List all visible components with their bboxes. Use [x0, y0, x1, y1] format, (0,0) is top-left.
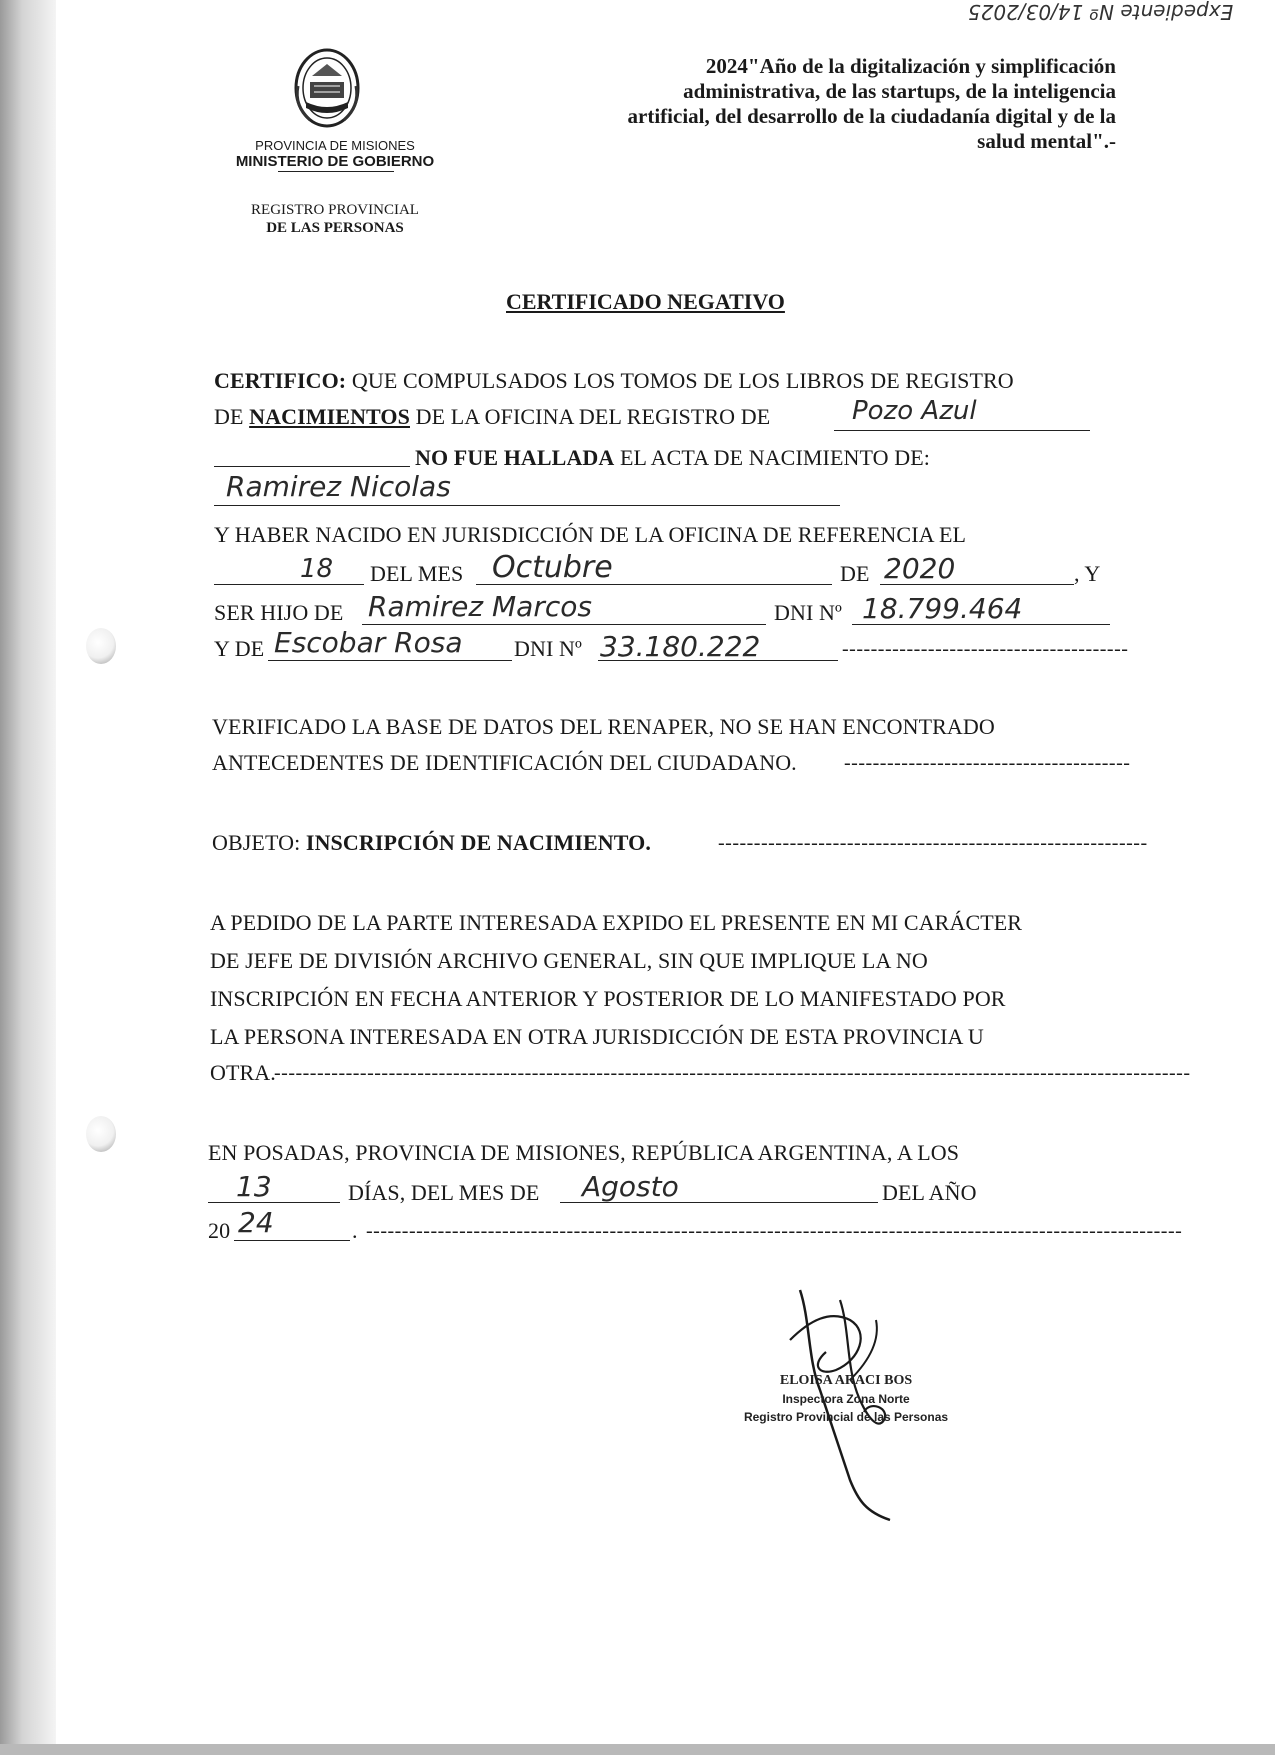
certifico-text-2-post: DE LA OFICINA DEL REGISTRO DE — [409, 404, 771, 429]
institution-line-1: PROVINCIA DE MISIONES — [255, 138, 415, 153]
birth-year-handwritten: 2020 — [884, 552, 956, 585]
registry-line-2: DE LAS PERSONAS — [266, 220, 404, 236]
not-found-text: EL ACTA DE NACIMIENTO DE: — [614, 445, 930, 470]
dash-fill: ------------------------------------------------------------ — [718, 832, 1148, 854]
birth-month-handwritten: Octubre — [492, 550, 613, 585]
closing-month-handwritten: Agosto — [582, 1170, 679, 1203]
not-found-line — [415, 445, 930, 471]
mother-dni-handwritten: 33.180.222 — [600, 630, 761, 663]
objeto-value: INSCRIPCIÓN DE NACIMIENTO. — [305, 830, 651, 855]
closing-day-handwritten: 13 — [236, 1170, 272, 1203]
dash-fill: ------------------------------------------------------------------------------------------------------------------ — [366, 1220, 1183, 1242]
scan-edge-shadow — [0, 0, 56, 1755]
pedido-line-5: OTRA. — [210, 1060, 276, 1085]
registry-line-1: REGISTRO PROVINCIAL — [251, 202, 419, 218]
comma-y-label: , Y — [1074, 561, 1101, 586]
not-found-label: NO FUE HALLADA — [415, 445, 615, 470]
birth-text: Y HABER NACIDO EN JURISDICCIÓN DE LA OFICINA DE REFERENCIA EL — [214, 522, 967, 547]
father-dni-handwritten: 18.799.464 — [862, 592, 1023, 625]
header-divider — [278, 171, 394, 172]
objeto-line — [212, 830, 651, 856]
closing-year-handwritten: 24 — [238, 1206, 274, 1239]
certifico-text-2-pre: DE — [214, 404, 250, 429]
signature-name: ELOISA ARACI BOS — [779, 1373, 913, 1388]
dash-fill: ---------------------------------------- — [844, 752, 1131, 774]
signature-org: Registro Provincial de las Personas — [743, 1410, 949, 1424]
year-suffix: . — [352, 1218, 358, 1243]
year-prefix: 20 — [208, 1218, 231, 1243]
signature-role: Inspectora Zona Norte — [782, 1392, 910, 1406]
renaper-line-2: ANTECEDENTES DE IDENTIFICACIÓN DEL CIUDADANO. — [212, 750, 797, 775]
office-handwritten: Pozo Azul — [852, 396, 977, 426]
nacimientos-label: NACIMIENTOS — [249, 404, 410, 429]
pedido-line-1: A PEDIDO DE LA PARTE INTERESADA EXPIDO EL PRESENTE EN MI CARÁCTER — [210, 910, 1023, 935]
hijo-de-label: SER HIJO DE — [214, 600, 344, 625]
person-handwritten: Ramirez Nicolas — [226, 470, 451, 503]
institution-line-2: MINISTERIO DE GOBIERNO — [235, 153, 435, 170]
document-title: CERTIFICADO NEGATIVO — [506, 289, 785, 314]
certifico-text-1: QUE COMPULSADOS LOS TOMOS DE LOS LIBROS DE REGISTRO — [346, 368, 1014, 393]
renaper-line-1: VERIFICADO LA BASE DE DATOS DEL RENAPER, NO SE HAN ENCONTRADO — [212, 714, 995, 739]
de-label: DE — [840, 561, 870, 586]
certifico-label: CERTIFICO: — [214, 368, 347, 393]
certifico-line-2 — [214, 404, 770, 430]
person-line — [214, 505, 840, 506]
office-line — [834, 430, 1090, 431]
del-ano-label: DEL AÑO — [882, 1180, 977, 1205]
day-line — [214, 584, 364, 585]
closing-day-line — [208, 1202, 340, 1203]
coat-of-arms-icon — [292, 46, 362, 130]
mother-line — [268, 660, 512, 661]
dash-fill: -------------------------------------------------------------------------------------------------------------------------------- — [274, 1062, 1191, 1084]
dash-fill: ---------------------------------------- — [842, 638, 1129, 660]
punch-hole — [86, 1116, 116, 1152]
top-handwritten-annotation: Expediente Nº 14/03/2025 — [968, 0, 1234, 24]
father-handwritten: Ramirez Marcos — [368, 590, 592, 623]
mother-dni-label: DNI Nº — [514, 636, 582, 661]
pedido-line-2: DE JEFE DE DIVISIÓN ARCHIVO GENERAL, SIN QUE IMPLIQUE LA NO — [210, 948, 928, 973]
closing-line-1: EN POSADAS, PROVINCIA DE MISIONES, REPÚBLICA ARGENTINA, A LOS — [208, 1140, 960, 1165]
y-de-label: Y DE — [214, 636, 265, 661]
del-mes-label: DEL MES — [370, 561, 464, 586]
scan-bottom-edge — [0, 1744, 1275, 1755]
signature-stamp — [736, 1372, 956, 1426]
office-continuation-line — [214, 466, 410, 467]
closing-year-line — [234, 1240, 350, 1241]
dias-del-mes-label: DÍAS, DEL MES DE — [348, 1180, 540, 1205]
father-dni-label: DNI Nº — [774, 600, 842, 625]
birth-day-handwritten: 18 — [300, 554, 334, 584]
certifico-line-1 — [214, 368, 1014, 394]
pedido-line-3: INSCRIPCIÓN EN FECHA ANTERIOR Y POSTERIOR DE LO MANIFESTADO POR — [210, 986, 1006, 1011]
header-motto: 2024"Año de la digitalización y simplificación administrativa, de las startups, de la inteligencia artificial, del desarrollo de la ciudadanía digital y de la salud mental".- — [627, 54, 1116, 153]
father-line — [362, 624, 766, 625]
objeto-label: OBJETO: — [212, 830, 306, 855]
pedido-line-4: LA PERSONA INTERESADA EN OTRA JURISDICCIÓN DE ESTA PROVINCIA U — [210, 1024, 984, 1049]
mother-handwritten: Escobar Rosa — [274, 626, 463, 659]
punch-hole — [86, 628, 116, 664]
